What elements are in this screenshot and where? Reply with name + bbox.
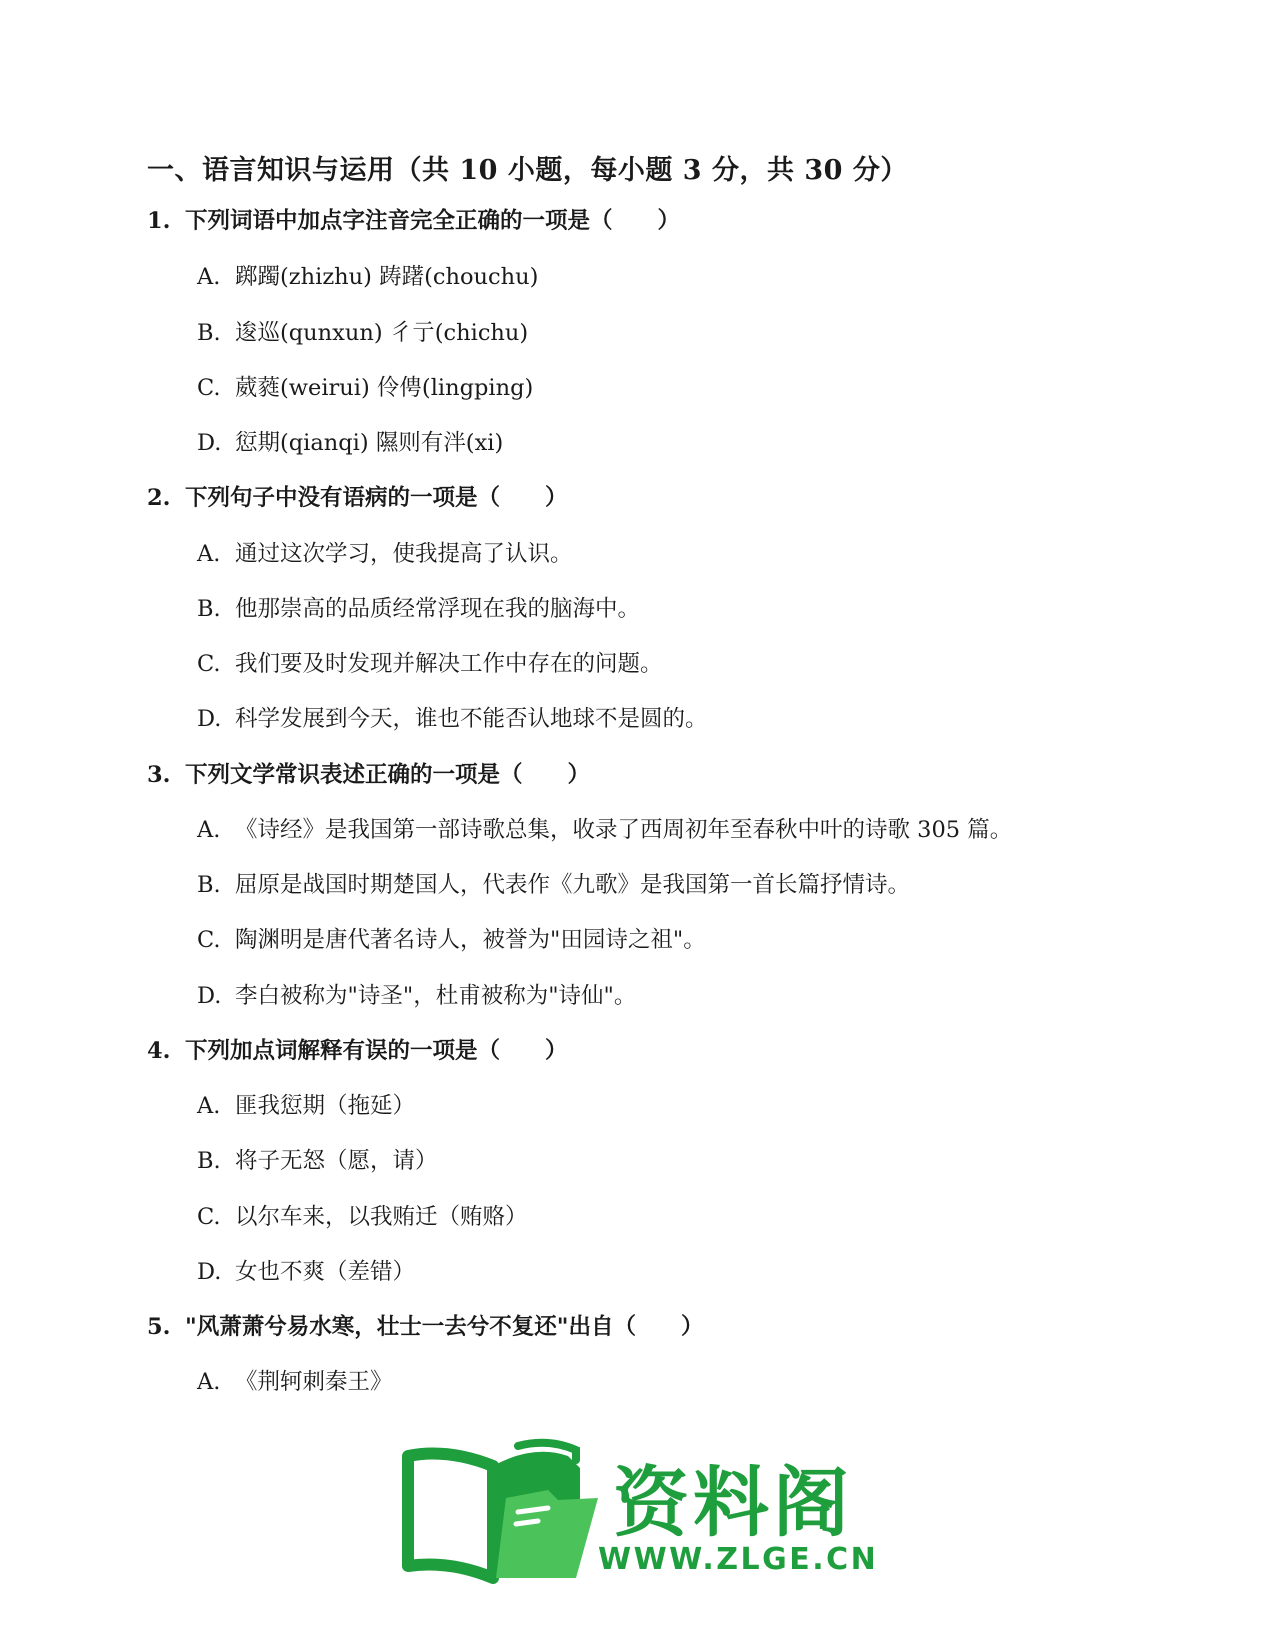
question-number: 2.	[147, 485, 171, 511]
question-number: 4.	[147, 1038, 171, 1064]
watermark-logo	[398, 1438, 879, 1588]
option-text: 我们要及时发现并解决工作中存在的问题。	[235, 651, 663, 677]
option-text: 逡巡(qunxun) 彳亍(chichu)	[235, 320, 529, 346]
option-label: A.	[197, 1093, 221, 1119]
option-text: 李白被称为"诗圣"，杜甫被称为"诗仙"。	[235, 983, 637, 1009]
option-4d	[197, 1254, 415, 1286]
option-label: C.	[197, 375, 221, 401]
option-text: 《荆轲刺秦王》	[235, 1369, 393, 1395]
option-label: A.	[197, 541, 221, 567]
question-text: 下列词语中加点字注音完全正确的一项是（ ）	[185, 208, 681, 234]
option-label: A.	[197, 817, 221, 843]
option-3b	[197, 867, 910, 899]
option-4a	[197, 1088, 415, 1120]
option-text: 屈原是战国时期楚国人，代表作《九歌》是我国第一首长篇抒情诗。	[235, 872, 911, 898]
question-1	[147, 203, 680, 235]
option-text: 匪我愆期（拖延）	[235, 1093, 416, 1119]
question-text: 下列句子中没有语病的一项是（ ）	[185, 485, 568, 511]
option-2d	[197, 701, 708, 733]
option-text: 女也不爽（差错）	[235, 1259, 416, 1285]
option-2c	[197, 646, 663, 678]
option-2a	[197, 536, 573, 568]
option-3a	[197, 812, 1012, 844]
question-text: 下列文学常识表述正确的一项是（ ）	[185, 762, 591, 788]
option-text: 科学发展到今天，谁也不能否认地球不是圆的。	[235, 706, 708, 732]
option-label: B.	[197, 872, 221, 898]
question-2	[147, 480, 568, 512]
question-3	[147, 757, 590, 789]
option-label: B.	[197, 1148, 221, 1174]
question-number: 5.	[147, 1314, 171, 1340]
question-number: 3.	[147, 762, 171, 788]
option-3d	[197, 978, 636, 1010]
watermark-url: WWW.ZLGE.CN	[598, 1542, 879, 1577]
option-5a	[197, 1364, 393, 1396]
option-label: C.	[197, 1204, 221, 1230]
option-1c	[197, 370, 533, 402]
section-title: 一、语言知识与运用（共 10 小题，每小题 3 分，共 30 分）	[147, 155, 908, 186]
option-text: 葳蕤(weirui) 伶俜(lingping)	[235, 375, 534, 401]
option-text: 《诗经》是我国第一部诗歌总集，收录了西周初年至春秋中叶的诗歌 305 篇。	[235, 817, 1013, 843]
option-text: 他那崇高的品质经常浮现在我的脑海中。	[235, 596, 641, 622]
option-1d	[197, 425, 503, 457]
option-label: A.	[197, 1369, 221, 1395]
option-text: 通过这次学习，使我提高了认识。	[235, 541, 573, 567]
option-4c	[197, 1199, 528, 1231]
option-4b	[197, 1143, 438, 1175]
option-text: 将子无怒（愿，请）	[235, 1148, 438, 1174]
question-5	[147, 1309, 703, 1341]
option-label: D.	[197, 1259, 222, 1285]
option-label: D.	[197, 983, 222, 1009]
option-text: 愆期(qianqi) 隰则有泮(xi)	[235, 430, 504, 456]
option-label: D.	[197, 706, 222, 732]
option-text: 以尔车来，以我贿迁（贿赂）	[235, 1204, 528, 1230]
option-label: B.	[197, 320, 221, 346]
option-1a	[197, 259, 538, 291]
option-label: C.	[197, 927, 221, 953]
open-book-logo-icon	[398, 1438, 608, 1588]
option-text: 陶渊明是唐代著名诗人，被誉为"田园诗之祖"。	[235, 927, 706, 953]
question-text: "风萧萧兮易水寒，壮士一去兮不复还"出自（ ）	[185, 1314, 704, 1340]
question-number: 1.	[147, 208, 171, 234]
option-text: 踯躅(zhizhu) 踌躇(chouchu)	[235, 264, 539, 290]
question-4	[147, 1033, 568, 1065]
watermark-name: 资料阁	[613, 1458, 853, 1547]
option-1b	[197, 315, 528, 347]
option-2b	[197, 591, 640, 623]
option-label: A.	[197, 264, 221, 290]
option-label: C.	[197, 651, 221, 677]
question-text: 下列加点词解释有误的一项是（ ）	[185, 1038, 568, 1064]
option-label: B.	[197, 596, 221, 622]
option-label: D.	[197, 430, 222, 456]
option-3c	[197, 922, 706, 954]
